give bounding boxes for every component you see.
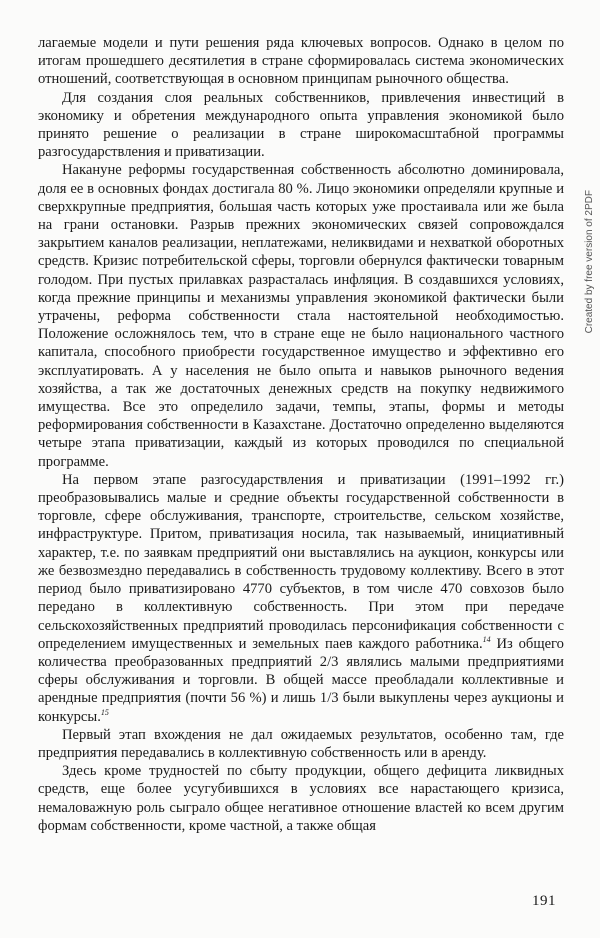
watermark-text: Created by free version of 2PDF [584, 190, 595, 334]
paragraph-text: Здесь кроме трудностей по сбыту продукции, общего дефицита ликвидных средств, еще более усугубившихся в условиях все нарастающего кризиса, немаловажную роль сыграло общее негативное отношение властей ко всем другим формам собственности, кроме частной, а также общая [38, 763, 564, 834]
paragraph-text: лагаемые модели и пути решения ряда ключевых вопросов. Однако в целом по итогам прошедшего десятилетия в стране сформировалась система экономических отношений, соответствующая в основном принципам рыночного общества. [38, 35, 564, 88]
page-number: 191 [532, 893, 556, 909]
footnote-ref: 14 [482, 634, 491, 644]
paragraph [38, 89, 564, 162]
paragraph-text: На первом этапе разгосударствления и приватизации (1991–1992 гг.) преобразовывались малые и средние объекты государственной собственности в торговле, сфере обслуживания, транспорте, строительстве, сельском хозяйстве, инфраструктуре. Притом, приватизация носила, так называемый, инициативный характер, т.е. по заявкам предприятий они выставлялись на аукцион, конкурсы или же безвозмездно передавались в собственность трудовому коллективу. Всего в этот период было приватизировано 4770 субъектов, в том числе 470 совхозов было передано в коллективную собственность. При этом при передаче сельскохозяйственных предприятий проводилась персонификация собственности с определением имущественных и земельных паев каждого работника. [38, 471, 564, 652]
page-body [38, 34, 564, 835]
paragraph-text: Из общего количества преобразованных предприятий 2/3 являлись малыми предприятиями сферы обслуживания и торговли. В общей массе преобладали коллективные и арендные предприятия (почти 56 %) и лишь 1/3 были выкуплены через аукционы и конкурсы. [38, 635, 564, 725]
paragraph-text: Первый этап вхождения не дал ожидаемых результатов, особенно там, где предприятия передавались в коллективную собственность или в аренду. [38, 726, 564, 761]
paragraph [38, 471, 564, 726]
footnote-ref: 15 [100, 707, 109, 717]
paragraph [38, 161, 564, 470]
paragraph-text: Для создания слоя реальных собственников, привлечения инвестиций в экономику и обретения международного опыта управления экономикой было принято решение о реализации в стране широкомасштабной программы разгосударствления и приватизации. [38, 89, 564, 161]
paragraph [38, 34, 564, 89]
paragraph-text: Накануне реформы государственная собственность абсолютно доминировала, доля ее в основных фондах достигала 80 %. Лицо экономики определяли крупные и сверхкрупные предприятия, большая часть которых уже простаивала или же была на грани остановки. Разрыв прежних экономических связей сопровождался закрытием каналов реализации, неплатежами, неликвидами и нехваткой оборотных средств. Кризис потребительской сферы, торговли обернулся фактически товарным голодом. При пустых прилавках разрасталась инфляция. В создавшихся условиях, когда прежние принципы и механизмы управления экономикой фактически были утрачены, реформа собственности стала настоятельной необходимостью. Положение осложнялось тем, что в стране еще не было национального частного капитала, способного приобрести государственное имущество и эффективно его эксплуатировать. А у населения не было опыта и навыков рыночного ведения хозяйства, а так же достаточных денежных средств на покупку недвижимого имущества. Все это определило задачи, темпы, этапы, формы и методы реформирования собственности в Казахстане. Достаточно определенно выделяются четыре этапа приватизации, каждый из которых проводился по специальной программе. [38, 162, 564, 470]
paragraph [38, 762, 564, 835]
paragraph [38, 726, 564, 762]
